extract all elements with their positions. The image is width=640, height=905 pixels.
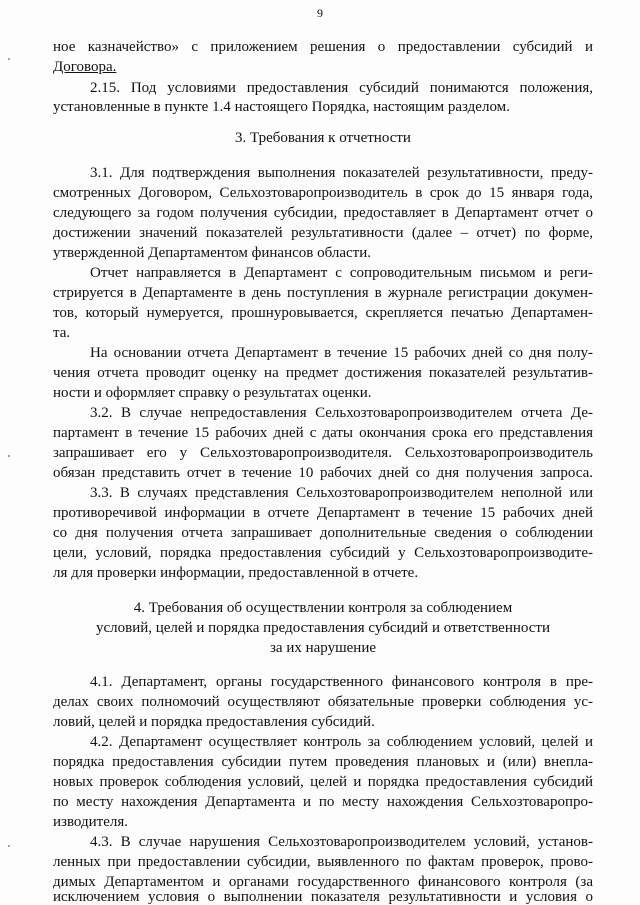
- text-line: 4.1. Департамент, органы государственного финансового контроля в пре-: [90, 674, 593, 690]
- text-line: ное казначейство» с приложением решения о предоставлении субсидий и: [53, 39, 593, 55]
- text-line: ленных при предоставлении субсидии, выявленного по фактам проверок, прово-: [53, 854, 593, 870]
- text-line: 3.2. В случае непредоставления Сельхозтоваропроизводителем отчета Де-: [90, 405, 593, 421]
- text-line: утвержденной Департаментом финансов области.: [53, 245, 371, 261]
- text-line: порядка предоставления субсидии путем проведения плановых и (или) внепла-: [53, 754, 593, 770]
- text-line: изводителя.: [53, 814, 129, 830]
- text-line: тов, который нумеруется, прошнуровывается, скрепляется печатью Департамен-: [53, 305, 593, 321]
- section-heading: 4. Требования об осуществлении контроля за соблюдением: [133, 600, 513, 616]
- section-heading: условий, целей и порядка предоставления субсидий и ответственности: [95, 620, 551, 636]
- text-line: новых проверок соблюдения условий, целей и порядка предоставления субсидий: [53, 774, 593, 790]
- text-line: чения отчета проводит оценку на предмет достижения показателей результатив-: [53, 365, 593, 381]
- text-line: партамент в течение 15 рабочих дней с даты окончания срока его представления: [53, 425, 593, 441]
- text-line: Отчет направляется в Департамент с сопроводительным письмом и реги-: [90, 265, 593, 281]
- scan-speck: [8, 455, 10, 457]
- text-line: Договора.: [53, 59, 117, 75]
- text-line: установленные в пункте 1.4 настоящего Порядка, настоящим разделом.: [53, 99, 510, 115]
- text-line: 3.1. Для подтверждения выполнения показателей результативности, преду-: [90, 165, 593, 181]
- text-line: та.: [53, 325, 71, 341]
- text-line: противоречивой информации в отчете Департамент в течение 15 рабочих дней: [53, 505, 593, 521]
- text-line: смотренных Договором, Сельхозтоваропроизводитель в срок до 15 января года,: [53, 185, 593, 201]
- text-line: На основании отчета Департамент в течение 15 рабочих дней со дня полу-: [90, 345, 593, 361]
- scan-speck: [8, 58, 10, 60]
- text-line: 2.15. Под условиями предоставления субсидий понимаются положения,: [90, 80, 593, 96]
- text-line: следующего за годом получения субсидии, предоставляет в Департамент отчет о: [53, 205, 593, 221]
- text-line: цели, условий, порядка предоставления субсидий у Сельхозтоваропроизводите-: [53, 545, 593, 561]
- text-line: ля для проверки информации, предоставленной в отчете.: [53, 565, 419, 581]
- section-heading: 3. Требования к отчетности: [235, 130, 411, 146]
- text-line: по месту нахождения Департамента и по месту нахождения Сельхозтоваропро-: [53, 794, 593, 810]
- text-line: димых Департаментом и органами государственного финансового контроля (за: [53, 874, 593, 890]
- text-line: исключением условия о выполнении показателя результативности и условия о: [53, 890, 593, 905]
- text-line: ловий, целей и порядка предоставления субсидий.: [53, 714, 375, 730]
- text-line: стрируется в Департаменте в день поступления в журнале регистрации докумен-: [53, 285, 593, 301]
- text-line: достижении значений показателей результативности (далее – отчет) по форме,: [53, 225, 593, 241]
- text-line: ности и оформляет справку о результатах оценки.: [53, 385, 372, 401]
- text-line: обязан представить отчет в течение 10 рабочих дней со дня получения запроса.: [53, 465, 593, 481]
- text-line: 4.3. В случае нарушения Сельхозтоваропроизводителем условий, установ-: [90, 834, 593, 850]
- text-line: 4.2. Департамент осуществляет контроль за соблюдением условий, целей и: [90, 734, 593, 750]
- text-line: запрашивает его у Сельхозтоваропроизводителя. Сельхозтоваропроизводитель: [53, 445, 593, 461]
- scan-speck: [8, 845, 10, 847]
- section-heading: за их нарушение: [269, 640, 377, 656]
- text-line: 3.3. В случаях представления Сельхозтоваропроизводителем неполной или: [90, 485, 593, 501]
- text-line: со дня получения отчета запрашивает дополнительные сведения о соблюдении: [53, 525, 593, 541]
- text-line: делах своих полномочий осуществляют обязательные проверки соблюдения ус-: [53, 694, 593, 710]
- page-number: 9: [317, 6, 323, 20]
